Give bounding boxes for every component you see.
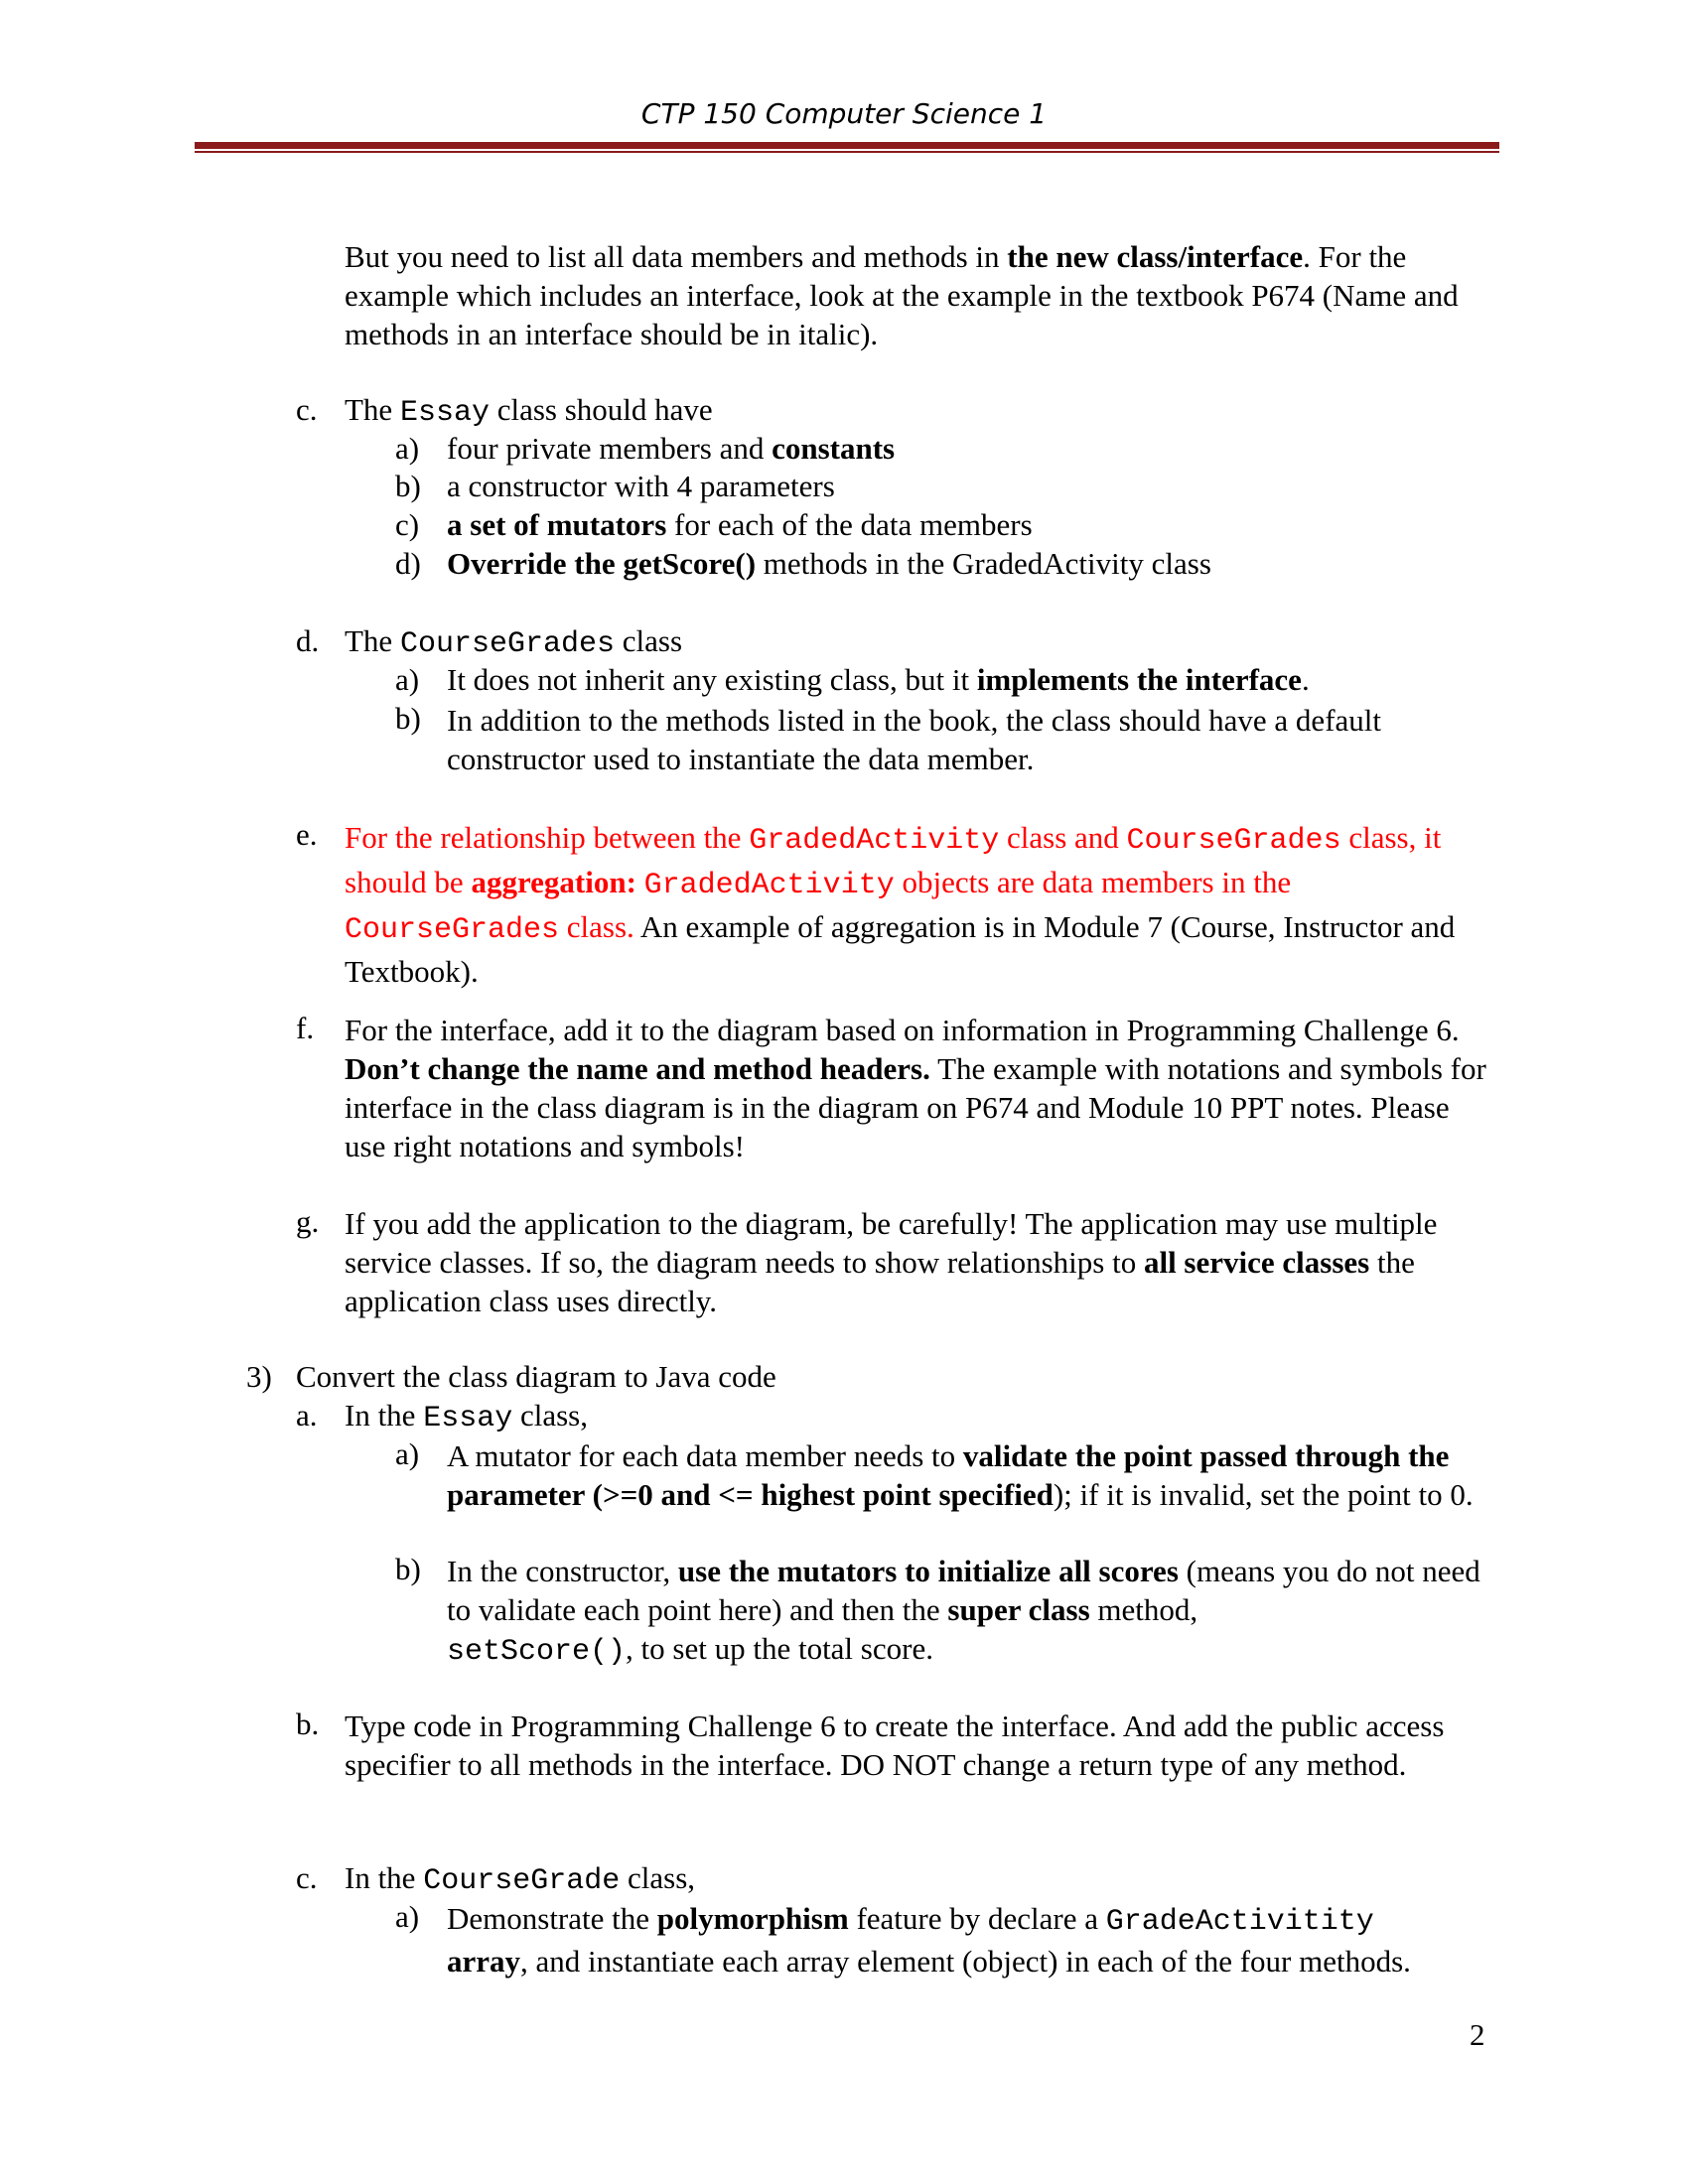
item-e-r6: class. (559, 909, 634, 944)
item-d-sub-a-marker: a) (395, 662, 420, 697)
code-essay: Essay (423, 1402, 513, 1435)
item-d-t2: class (615, 623, 683, 658)
section-3b-marker: b. (296, 1706, 320, 1741)
item-c-t2: class should have (489, 392, 713, 427)
code-gradeactivitity: GradeActivitity (1105, 1905, 1374, 1939)
intro-bold: the new class/interface (1007, 239, 1304, 274)
section-3a-t2: class, (512, 1398, 588, 1433)
item-e-r2: class and (999, 820, 1127, 855)
section-3a-sub-b-b1: use the mutators to initialize all scores (677, 1554, 1179, 1588)
code-coursegrade: CourseGrade (423, 1864, 621, 1898)
section-3a-sub-a-marker: a) (395, 1436, 420, 1471)
section-3a-sub-b-marker: b) (395, 1552, 421, 1586)
item-e-r3: class, it should be (345, 820, 1442, 899)
item-f-t2: The example with notations and symbols for interface in the class diagram is in the diagram on P674 and Module 10 PPT notes. Please use right notations and symbols! (345, 1051, 1486, 1163)
section-3c-sub-a-text (447, 1899, 1499, 1980)
intro-text-2: . For the example which includes an interface, look at the example in the textbook P674 (Name and methods in an interface should be in italic). (345, 239, 1459, 351)
section-3c-text (345, 1860, 1496, 1898)
item-c-text (345, 392, 1496, 430)
header-rule (195, 142, 1499, 149)
intro-text: But you need to list all data members and methods in (345, 239, 1008, 274)
section-3c-marker: c. (296, 1860, 318, 1895)
section-3a-sub-a-text (447, 1436, 1489, 1514)
section-3c-sub-a-b1: polymorphism (656, 1901, 849, 1936)
item-c-sub-c-marker: c) (395, 507, 420, 542)
code-coursegrades: CourseGrades (1126, 824, 1341, 858)
item-e-marker: e. (296, 817, 318, 852)
item-c-sub-a-marker: a) (395, 431, 420, 466)
code-coursegrades: CourseGrades (345, 913, 560, 947)
section-3c-sub-a-t2: feature by declare a (848, 1901, 1106, 1936)
item-e-r1: For the relationship between the (345, 820, 750, 855)
section-3c-sub-a-marker: a) (395, 1899, 420, 1934)
section-3c-sub-a-b2: array (447, 1944, 521, 1979)
code-coursegrades: CourseGrades (399, 627, 615, 661)
section-3a-sub-b-t4: , to set up the total score. (626, 1631, 933, 1666)
item-g-t2: the application class uses directly. (345, 1245, 1415, 1318)
item-g-marker: g. (296, 1204, 320, 1239)
code-setscore: setScore() (447, 1635, 627, 1669)
item-c-sub-c-b1: a set of mutators (447, 507, 667, 542)
item-f-b1: Don’t change the name and method headers. (345, 1051, 930, 1086)
item-d-sub-a-b1: implements the interface (976, 662, 1302, 697)
item-c-sub-a-b1: constants (772, 431, 896, 466)
item-d-t1: The (345, 623, 400, 658)
item-f-t1: For the interface, add it to the diagram based on information in Programming Challenge 6. (345, 1013, 1460, 1047)
item-c-sub-b-text: a constructor with 4 parameters (447, 469, 835, 503)
item-d-text (345, 623, 1496, 661)
item-d-sub-b-marker: b) (395, 701, 421, 736)
item-f-marker: f. (296, 1011, 315, 1045)
item-e-r5: objects are data members in the (894, 865, 1292, 899)
section-3b-text: Type code in Programming Challenge 6 to create the interface. And add the public access specifier to all methods in the interface. DO NOT change a return type of any method. (345, 1708, 1445, 1782)
item-c-sub-a-t1: four private members and (447, 431, 773, 466)
item-d-sub-a-t1: It does not inherit any existing class, but it (447, 662, 977, 697)
intro-paragraph (345, 237, 1496, 353)
item-c-sub-d-text (447, 546, 1499, 582)
item-c-t1: The (345, 392, 400, 427)
item-c-sub-d-marker: d) (395, 546, 421, 581)
section-3a-sub-b-t3: method, (1089, 1592, 1198, 1627)
section-3a-sub-b-text (447, 1552, 1499, 1672)
section-3c-sub-a-t3: , and instantiate each array element (object) in each of the four methods. (520, 1944, 1411, 1979)
section-3c-t2: class, (620, 1860, 696, 1895)
item-f-text (345, 1011, 1486, 1165)
item-c-sub-b-marker: b) (395, 469, 421, 503)
item-e-aggregation: aggregation: (471, 865, 636, 899)
section-3a-sub-a-t2: ); if it is invalid, set the point to 0. (1053, 1477, 1474, 1512)
item-c-sub-d-b1: Override the getScore() (447, 546, 757, 581)
code-gradedactivity: GradedActivity (643, 869, 895, 902)
item-c-sub-d-t1: methods in the GradedActivity class (756, 546, 1211, 581)
item-c-sub-c-text (447, 507, 1499, 543)
item-g-text (345, 1204, 1486, 1320)
section-3a-sub-a-t1: A mutator for each data member needs to (447, 1438, 963, 1473)
item-c-sub-c-t1: for each of the data members (666, 507, 1033, 542)
section-3-title: Convert the class diagram to Java code (296, 1359, 776, 1394)
item-g-t1: If you add the application to the diagram, be carefully! The application may use multiple service classes. If so, the diagram needs to show relationships to (345, 1206, 1438, 1280)
item-c-sub-a-text (447, 431, 1499, 467)
header-rule-thin (195, 151, 1499, 153)
section-3c-sub-a-t1: Demonstrate the (447, 1901, 657, 1936)
section-3c-t1: In the (345, 1860, 424, 1895)
section-3a-text (345, 1398, 1496, 1435)
page-header-title: CTP 150 Computer Science 1 (640, 97, 1048, 130)
section-3a-sub-b-t2: (means you do not need to validate each point here) and then the (447, 1554, 1480, 1627)
code-essay: Essay (399, 396, 490, 430)
item-d-sub-a-t2: . (1301, 662, 1310, 697)
item-e-r4 (636, 865, 644, 899)
item-c-marker: c. (296, 392, 318, 427)
code-gradedactivity: GradedActivity (749, 824, 1000, 858)
item-d-sub-a-text (447, 662, 1499, 698)
section-3a-marker: a. (296, 1398, 318, 1433)
section-3a-sub-b-t1: In the constructor, (447, 1554, 678, 1588)
item-d-sub-b-text: In addition to the methods listed in the book, the class should have a default constructor used to instantiate the data member. (447, 703, 1382, 776)
item-d-marker: d. (296, 623, 320, 658)
section-3a-t1: In the (345, 1398, 424, 1433)
item-e-t1: An example of aggregation is in Module 7 (Course, Instructor and Textbook). (345, 909, 1456, 989)
item-e-text (345, 817, 1506, 992)
item-g-b1: all service classes (1143, 1245, 1370, 1280)
section-3-marker: 3) (246, 1359, 272, 1394)
page-number: 2 (1470, 2017, 1485, 2052)
section-3a-sub-b-b2: super class (947, 1592, 1090, 1627)
section-3a-sub-a-b1: validate the point passed through the parameter (>=0 and <= highest point specified (447, 1438, 1450, 1512)
